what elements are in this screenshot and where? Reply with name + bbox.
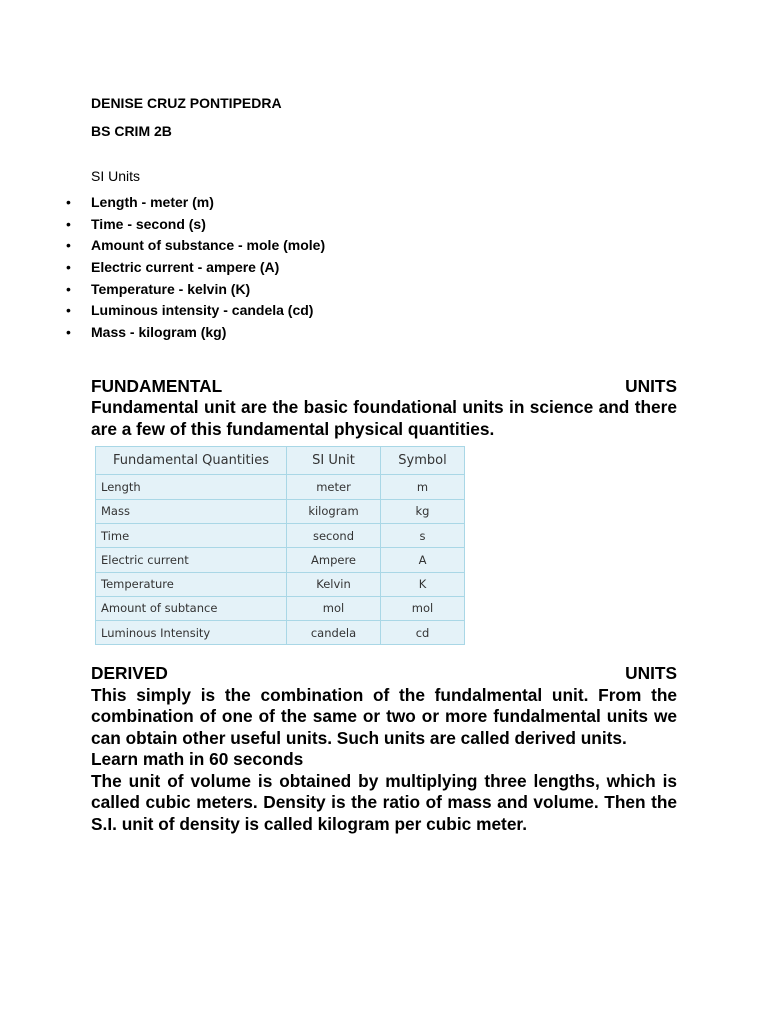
table-row xyxy=(96,523,465,547)
density-paragraph: The unit of volume is obtained by multiplying three lengths, which is called cubic meters. Density is the ratio of mass and volume. Then the S.I. unit of density is called kilogram per cubic meter. xyxy=(91,770,677,834)
table-cell: Time xyxy=(96,523,287,547)
table-header-row xyxy=(96,447,465,475)
document-body xyxy=(91,95,677,835)
list-item: • Amount of substance - mole (mole) xyxy=(91,235,677,257)
table-cell: mol xyxy=(381,596,465,620)
list-item: • Luminous intensity - candela (cd) xyxy=(91,300,677,322)
table-cell: meter xyxy=(287,475,381,499)
derived-paragraph: This simply is the combination of the fundalmental unit. From the combination of one of the same or two or more fundalmental units we can obtain other useful units. Such units are called derived units. xyxy=(91,684,677,748)
derived-subheading: Learn math in 60 seconds xyxy=(91,749,304,770)
table-cell: Temperature xyxy=(96,572,287,596)
table-row xyxy=(96,572,465,596)
table-cell: Luminous Intensity xyxy=(96,621,287,645)
table-cell: Length xyxy=(96,475,287,499)
table-header: SI Unit xyxy=(287,447,381,475)
fundamental-paragraph: Fundamental unit are the basic foundational units in science and there are a few of this fundamental physical quantities. xyxy=(91,397,677,439)
author-name: DENISE CRUZ PONTIPEDRA xyxy=(91,95,282,111)
derived-heading-right: UNITS xyxy=(625,663,677,684)
course-label: BS CRIM 2B xyxy=(91,123,172,139)
table-cell: Electric current xyxy=(96,548,287,572)
table-cell: cd xyxy=(381,621,465,645)
si-units-heading: SI Units xyxy=(91,168,141,184)
derived-heading xyxy=(91,663,677,685)
table-header: Symbol xyxy=(381,447,465,475)
table-cell: Kelvin xyxy=(287,572,381,596)
fundamental-heading-left: FUNDAMENTAL xyxy=(91,375,223,396)
fundamental-quantities-table xyxy=(95,446,465,645)
table-cell: s xyxy=(381,523,465,547)
list-item: • Electric current - ampere (A) xyxy=(91,257,677,279)
fundamental-heading-right: UNITS xyxy=(625,375,677,396)
list-item: • Temperature - kelvin (K) xyxy=(91,279,677,301)
list-item: • Length - meter (m) xyxy=(91,192,677,214)
table-row xyxy=(96,621,465,645)
table-cell: A xyxy=(381,548,465,572)
table-row xyxy=(96,499,465,523)
table-cell: Amount of subtance xyxy=(96,596,287,620)
table-row xyxy=(96,475,465,499)
list-item: • Mass - kilogram (kg) xyxy=(91,322,677,344)
fundamental-heading xyxy=(91,376,677,398)
si-units-list xyxy=(91,192,677,344)
table-header: Fundamental Quantities xyxy=(96,447,287,475)
table-cell: second xyxy=(287,523,381,547)
table-cell: mol xyxy=(287,596,381,620)
table-cell: candela xyxy=(287,621,381,645)
derived-heading-left: DERIVED xyxy=(91,663,168,684)
list-item: • Time - second (s) xyxy=(91,214,677,236)
table-cell: Ampere xyxy=(287,548,381,572)
table-cell: kg xyxy=(381,499,465,523)
table-cell: m xyxy=(381,475,465,499)
table-cell: Mass xyxy=(96,499,287,523)
table-cell: K xyxy=(381,572,465,596)
table-row xyxy=(96,548,465,572)
table-cell: kilogram xyxy=(287,499,381,523)
table-row xyxy=(96,596,465,620)
